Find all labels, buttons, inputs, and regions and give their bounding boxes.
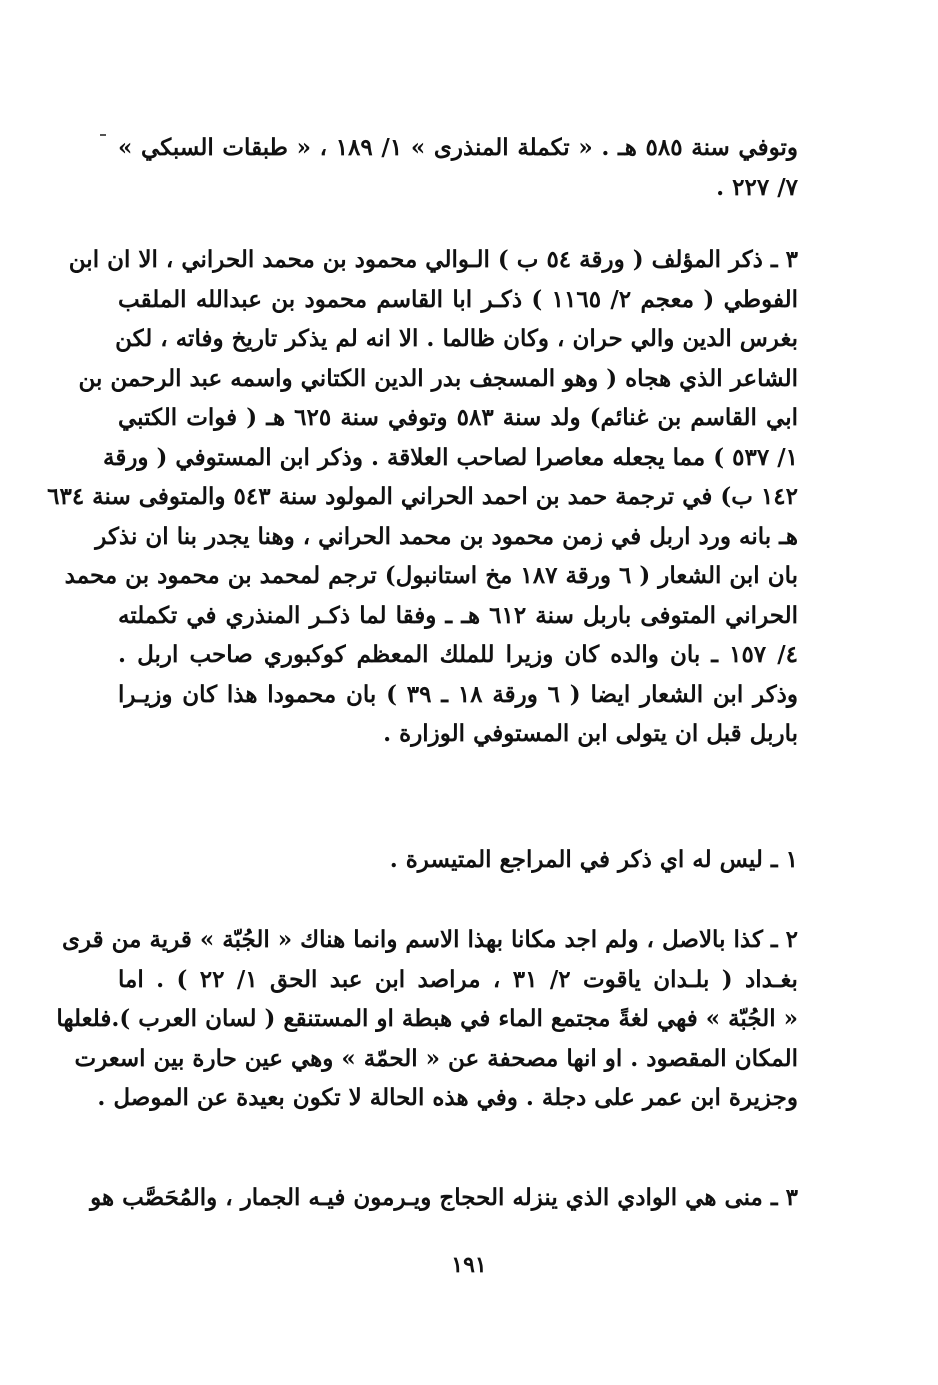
text-line: الفوطي ( معجم ٢/ ١١٦٥ ) ذكـر ابا القاسم محمود بن عبدالله الملقب — [118, 285, 798, 313]
text-line: بغـداد ( بلـدان ياقوت ٢/ ٣١ ، مراصد ابن عبد الحق ١/ ٢٢ ) . اما — [118, 965, 798, 993]
text-line: « الجُبّة » فهي لغةً مجتمع الماء في هبطة او المستنقع ( لسان العرب ).فلعلها — [56, 1005, 798, 1032]
footnote-continuation — [118, 128, 798, 207]
text-line: الشاعر الذي هجاه ( وهو المسجف بدر الدين الكتاني واسمه عبد الرحمن بن — [78, 364, 798, 392]
text-line: بغرس الدين والي حران ، وكان ظالما . الا انه لم يذكر تاريخ وفاته ، لكن — [115, 325, 798, 352]
text-line: بان ابن الشعار ( ٦ ورقة ١٨٧ مخ استانبول) ترجم لمحمد بن محمود بن محمد — [64, 562, 798, 589]
footnote-3-a — [47, 240, 798, 754]
text-line: هـ بانه ورد اربل في زمن محمود بن محمد الحراني ، وهنا يجدر بنا ان نذكر — [95, 522, 798, 550]
text-line: ١ ـ ليس له اي ذكر في المراجع المتيسرة . — [389, 846, 798, 873]
text-line: وذكر ابن الشعار ايضا ( ٦ ورقة ١٨ ـ ٣٩ ) بان محمودا هذا كان وزيـرا — [118, 680, 798, 708]
text-line: المكان المقصود . او انها مصحفة عن « الحمّة » وهي عين حارة بين اسعرت — [74, 1044, 798, 1072]
text-line: ٣ ـ ذكر المؤلف ( ورقة ٥٤ ب ) الـوالي محمود بن محمد الحراني ، الا ان ابن — [68, 246, 798, 273]
text-line: ١٤٢ ب) في ترجمة حمد بن احمد الحراني المولود سنة ٥٤٣ والمتوفى سنة ٦٣٤ — [47, 483, 798, 510]
text-line: ٣ ـ منى هي الوادي الذي ينزله الحجاج ويـرمون فيـه الجمار ، والمُحَصَّب هو — [90, 1184, 798, 1211]
margin-mark — [100, 134, 106, 136]
text-line: ٤/ ١٥٧ ـ بان والده كان وزيرا للملك المعظم كوكبوري صاحب اربل . — [118, 641, 798, 668]
text-line: ١/ ٥٣٧ ) مما يجعله معاصرا لصاحب العلاقة . وذكر ابن المستوفي ( ورقة — [103, 443, 798, 471]
footnote-2 — [56, 920, 798, 1118]
text-line: ٧/ ٢٢٧ . — [716, 173, 798, 201]
footnote-3-b — [90, 1178, 798, 1218]
text-line: ٢ ـ كذا بالاصل ، ولم اجد مكانا بهذا الاسم وانما هناك « الجُبّة » قرية من قرى — [61, 926, 798, 953]
text-line: وجزيرة ابن عمر على دجلة . وفي هذه الحالة لا تكون بعيدة عن الموصل . — [97, 1084, 798, 1111]
footnote-1 — [118, 840, 798, 880]
text-line: باربل قبل ان يتولى ابن المستوفي الوزارة . — [383, 720, 798, 747]
text-line: الحراني المتوفى باربل سنة ٦١٢ هـ ـ وفقا لما ذكـر المنذري في تكملته — [118, 601, 798, 629]
page-number: ١٩١ — [451, 1252, 487, 1278]
text-line: وتوفي سنة ٥٨٥ هـ . « تكملة المنذرى » ١/ ١٨٩ ، « طبقات السبكي » — [118, 134, 798, 161]
text-line: ابي القاسم بن غنائم) ولد سنة ٥٨٣ وتوفي سنة ٦٢٥ هـ ( فوات الكتبي — [118, 404, 798, 431]
